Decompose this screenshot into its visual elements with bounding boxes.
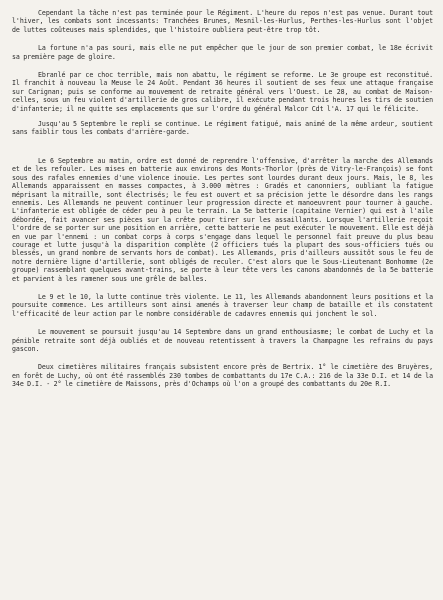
paragraph-movement-continues: Le mouvement se poursuit jusqu'au 14 Septembre dans un grand enthousiasme; le combat de Luchy et la pénible retraite sont déjà oubliés et de nouveau retentissent à travers la Champagne les refrains du pays gascon. [12, 328, 433, 353]
paragraph-retreat: Jusqu'au 5 Septembre le repli se continue. Le régiment fatigué, mais animé de la même ardeur, soutient sans faiblir tous les combats d'arrière-garde. [12, 120, 433, 137]
paragraph-sept-9-10: Le 9 et le 10, la lutte continue très violente. Le 11, les Allemands abandonnent leurs positions et la poursuite commence. Les artilleurs sont ainsi amenés à traverser leur champ de bataille et ils constatent l'efficacité de leur action par le nombre considérable de cadavres ennemis qui jonchent le sol. [12, 292, 433, 318]
paragraph-regiment-reforms: Ebranlé par ce choc terrible, mais non abattu, le régiment se reforme. Le 3e groupe est reconstitué. Il franchit à nouveau la Meuse le 24 Août. Pendant 36 heures il soutient de ses feux une attaque française sur Carignan; puis se conforme au mouvement de retraite général vers l'Ouest. Le 28, au combat de Maison-celles, sous un feu violent d'artillerie de gros calibre, il exécute pendant trois heures les tirs de soutien d'infanterie; il ne quitte ses emplacements que sur l'ordre du général Malcor Cdt l'A. 17 qui le félicite. [12, 71, 433, 113]
paragraph-winter-combats: Cependant la tâche n'est pas terminée pour le Régiment. L'heure du repos n'est pas venue. Durant tout l'hiver, les combats sont incessants: Tranchées Brunes, Mesnil-les-Hurlus, Perthes-les-Hurlus sont l'objet de luttes coûteuses mais splendides, que l'histoire oubliera peut-être trop tôt. [12, 9, 433, 34]
paragraph-first-combat: La fortune n'a pas souri, mais elle ne put empêcher que le jour de son premier combat, le 18e écrivit sa première page de gloire. [12, 44, 433, 61]
paragraph-sept-6-offensive: Le 6 Septembre au matin, ordre est donné de reprendre l'offensive, d'arrêter la marche des Allemands et de les refouler. Les mises en batterie aux environs des Monts-Thorlor (près de Vitry-le-François) se font sous des rafales ennemies d'une violence inouie. Les pertes sont lourdes durant deux jours. Mais, le 8, les Allemands apparaissent en masses compactes, à 3.000 mètres : Gradés et canonniers, oubliant la fatigue méprisant la mitraille, sont électrisés; le feu est ouvert et sa précision jette le désordre dans les rangs ennemis. Les Allemands ne peuvent continuer leur progression directe et manoeuvrent pour tourner à gauche. L'infanterie est obligée de céder peu à peu le terrain. La 5e batterie (capitaine Vernier) qui est à l'aile débordée, fait avancer ses pièces sur la crête pour tirer sur les assaillants. Lorsque l'artillerie reçoit l'ordre de se porter sur une position en arrière, cette batterie ne peut exécuter le mouvement. Elle est déjà en vue par l'ennemi : un combat corps à corps s'engage dans lequel le personnel fait preuve du plus beau courage et lutte jusqu'à la disparition complète (2 officiers tués la plupart des sous-officiers tués ou blessés, un grand nombre de servants hors de combat). Les Allemands, pris d'ailleurs aussitôt sous le feu de notre dernière ligne d'artillerie, sont obligés de reculer. C'est alors que le Sous-Lieutenant Bonhomme (2e groupe) rassemblant quelques avant-trains, se porte à leur tête vers les canons abandonnés de la 5e batterie et parvient à les ramener sous une grêle de balles. [12, 156, 433, 283]
paragraph-cemeteries: Deux cimetières militaires français subsistent encore près de Bertrix. 1° le cimetière des Bruyères, en forêt de Luchy, où ont été rassemblés 230 tombes de combattants du 17e C.A.: 216 de la 33e D.I. et 14 de la 34e D.I. - 2° le cimetière de Maissons, près d'Ochamps où l'on a groupé des combattants du 20e R.I. [12, 363, 433, 389]
